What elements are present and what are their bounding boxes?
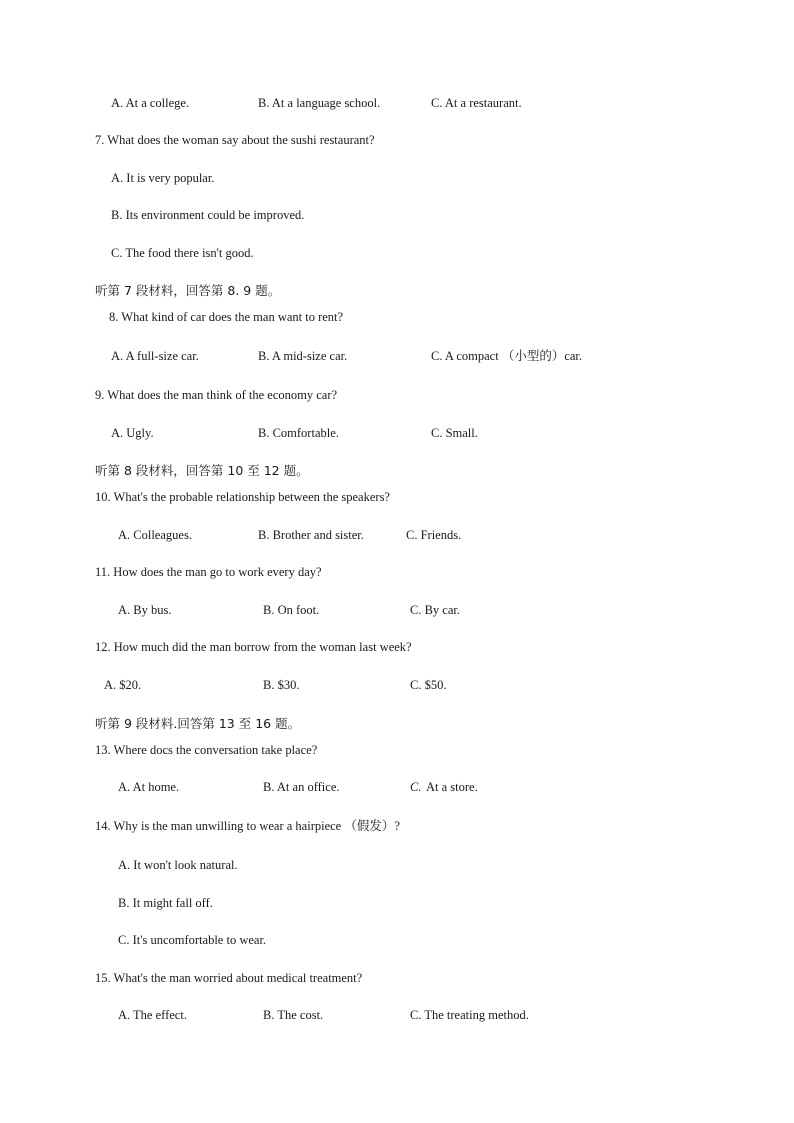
- q9-option-b: B. Comfortable.: [258, 426, 339, 440]
- q7-option-c: C. The food there isn't good.: [111, 246, 254, 260]
- q10-option-a: A. Colleagues.: [118, 528, 192, 542]
- q11-question: 11. How does the man go to work every day?: [95, 565, 322, 579]
- q10-option-c: C. Friends.: [406, 528, 462, 542]
- q15-option-a: A. The effect.: [118, 1008, 187, 1022]
- q13-option-b: B. At an office.: [263, 780, 340, 794]
- q11-option-c: C. By car.: [410, 603, 460, 617]
- q12-option-c: C. $50.: [410, 678, 447, 692]
- q10-question: 10. What's the probable relationship between the speakers?: [95, 490, 390, 504]
- q12-option-a: A. $20.: [104, 678, 142, 692]
- q9-option-c: C. Small.: [431, 426, 478, 440]
- q9-option-a: A. Ugly.: [111, 426, 154, 440]
- section-7-heading: 听第 7 段材料，回答第 8. 9 题。: [95, 283, 281, 298]
- q12-option-b: B. $30.: [263, 678, 300, 692]
- q13-question: 13. Where docs the conversation take place?: [95, 743, 318, 757]
- q14-option-c: C. It's uncomfortable to wear.: [118, 933, 267, 947]
- q6-option-c: C. At a restaurant.: [431, 96, 522, 110]
- q10-option-b: B. Brother and sister.: [258, 528, 364, 542]
- q6-option-a: A. At a college.: [111, 96, 190, 110]
- section-9-heading: 听第 9 段材料.回答第 13 至 16 题。: [95, 716, 301, 731]
- q8-option-c: C. A compact （小型的）car.: [431, 349, 583, 363]
- q14-option-b: B. It might fall off.: [118, 896, 213, 910]
- q8-option-a: A. A full-size car.: [111, 349, 199, 363]
- q15-option-c: C. The treating method.: [410, 1008, 529, 1022]
- q12-question: 12. How much did the man borrow from the woman last week?: [95, 640, 412, 654]
- q9-question: 9. What does the man think of the economy car?: [95, 388, 338, 402]
- q15-question: 15. What's the man worried about medical treatment?: [95, 971, 363, 985]
- q11-option-a: A. By bus.: [118, 603, 172, 617]
- q7-option-a: A. It is very popular.: [111, 171, 215, 185]
- q8-option-b: B. A mid-size car.: [258, 349, 348, 363]
- q7-question: 7. What does the woman say about the sushi restaurant?: [95, 133, 375, 147]
- q13-option-c: At a store.: [426, 780, 478, 794]
- q6-option-b: B. At a language school.: [258, 96, 381, 110]
- q13-option-c-letter: C.: [410, 780, 422, 794]
- q11-option-b: B. On foot.: [263, 603, 320, 617]
- q15-option-b: B. The cost.: [263, 1008, 324, 1022]
- section-8-heading: 听第 8 段材料，回答第 10 至 12 题。: [95, 463, 309, 478]
- q13-option-a: A. At home.: [118, 780, 180, 794]
- q8-question: 8. What kind of car does the man want to rent?: [109, 310, 344, 324]
- q14-option-a: A. It won't look natural.: [118, 858, 238, 872]
- q14-question: 14. Why is the man unwilling to wear a hairpiece （假发）?: [95, 819, 400, 833]
- q7-option-b: B. Its environment could be improved.: [111, 208, 305, 222]
